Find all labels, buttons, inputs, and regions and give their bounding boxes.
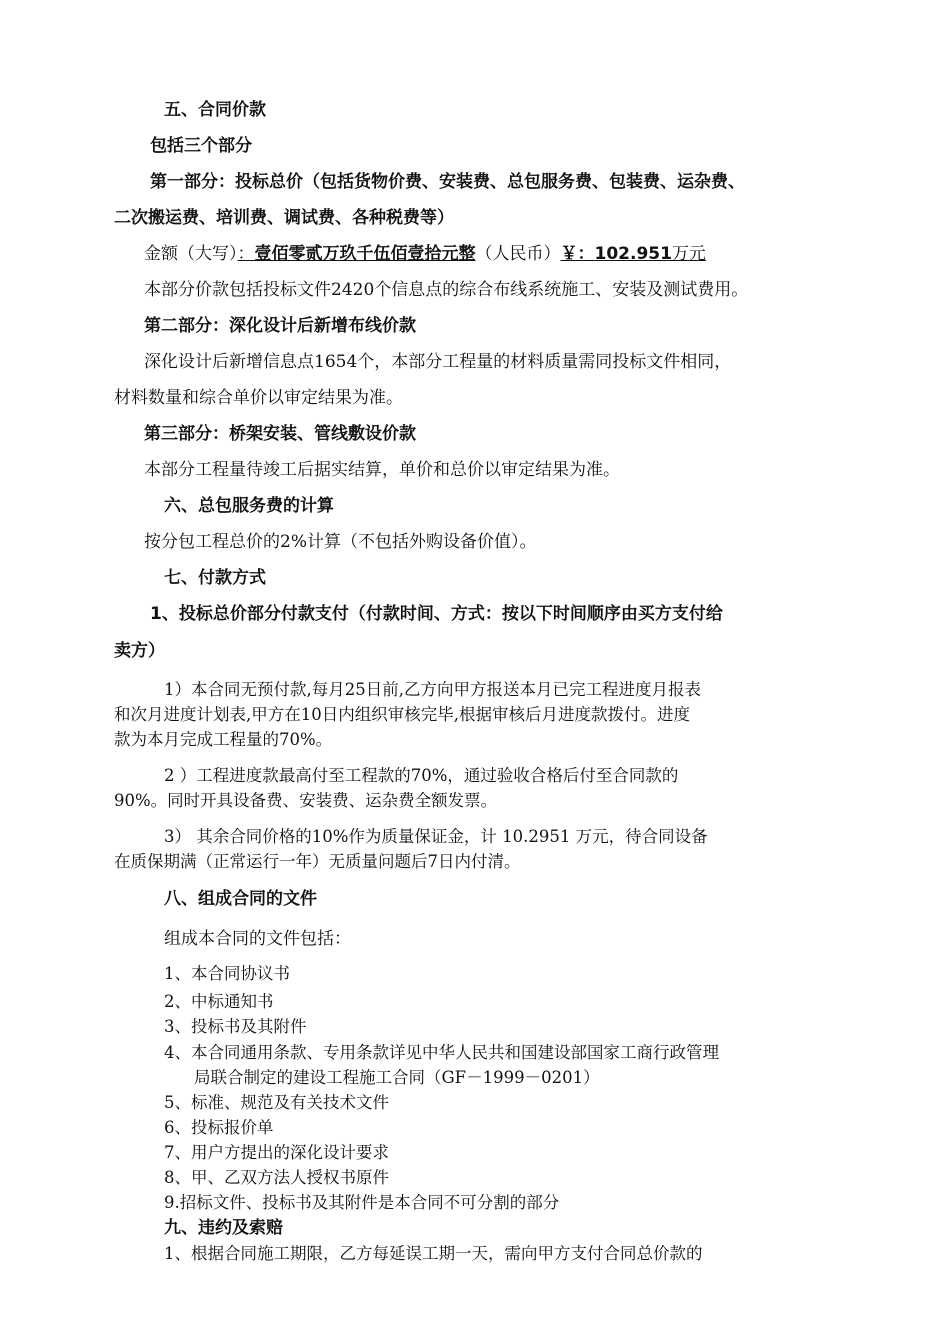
section-title: 五、合同价款 xyxy=(164,100,266,120)
payment-term: 1）本合同无预付款,每月25日前,乙方向甲方报送本月已完工程进度月报表 xyxy=(164,680,701,699)
section-title: 八、组成合同的文件 xyxy=(164,889,317,909)
part-heading-cont: 二次搬运费、培训费、调试费、各种税费等） xyxy=(114,208,454,228)
payment-term-cont: 和次月进度计划表,甲方在10日内组织审核完毕,根据审核后月进度款拨付。进度 xyxy=(114,705,690,724)
list-item: 9.招标文件、投标书及其附件是本合同不可分割的部分 xyxy=(164,1193,560,1212)
part-heading: 第一部分：投标总价（包括货物价费、安装费、总包服务费、包装费、运杂费、 xyxy=(150,172,745,192)
subsection-heading: 1、投标总价部分付款支付（付款时间、方式：按以下时间顺序由买方支付给 xyxy=(150,604,723,624)
paragraph: 本部分价款包括投标文件2420个信息点的综合布线系统施工、安装及测试费用。 xyxy=(144,280,749,300)
paragraph: 组成本合同的文件包括： xyxy=(164,929,351,949)
amount-unit: 万元 xyxy=(671,244,706,264)
part-heading: 第三部分：桥架安装、管线敷设价款 xyxy=(144,424,416,444)
amount-upper: 壹佰零贰万玖千伍佰壹拾元整 xyxy=(254,244,476,264)
payment-term: 3） 其余合同价格的10%作为质量保证金，计 10.2951 万元，待合同设备 xyxy=(164,827,708,846)
amount-line xyxy=(144,243,950,265)
amount-label: 金额（大写） xyxy=(144,244,238,264)
list-item: 4、本合同通用条款、专用条款详见中华人民共和国建设部国家工商行政管理 xyxy=(164,1043,719,1062)
list-item: 5、标准、规范及有关技术文件 xyxy=(164,1093,389,1112)
list-item: 2、中标通知书 xyxy=(164,992,274,1011)
section-title: 六、总包服务费的计算 xyxy=(164,496,334,516)
list-item: 6、投标报价单 xyxy=(164,1118,274,1137)
paragraph: 1、根据合同施工期限，乙方每延误工期一天，需向甲方支付合同总价款的 xyxy=(164,1244,703,1263)
payment-term-cont: 款为本月完成工程量的70%。 xyxy=(114,730,333,749)
section-title: 七、付款方式 xyxy=(164,568,266,588)
subsection-heading-cont: 卖方） xyxy=(114,641,165,661)
list-item-cont: 局联合制定的建设工程施工合同（GF－1999－0201） xyxy=(194,1068,600,1087)
section-intro: 包括三个部分 xyxy=(150,136,252,156)
paragraph-cont: 材料数量和综合单价以审定结果为准。 xyxy=(114,388,403,408)
paragraph: 深化设计后新增信息点1654个，本部分工程量的材料质量需同投标文件相同， xyxy=(144,352,732,372)
payment-term: 2 ）工程进度款最高付至工程款的70%，通过验收合格后付至合同款的 xyxy=(164,766,679,785)
section-title: 九、违约及索赔 xyxy=(164,1218,283,1238)
amount-currency: （人民币） xyxy=(475,244,561,264)
list-item: 1、本合同协议书 xyxy=(164,964,290,983)
amount-yen: ￥：102.951 xyxy=(560,244,672,264)
amount-colon: ： xyxy=(237,244,255,264)
paragraph: 本部分工程量待竣工后据实结算，单价和总价以审定结果为准。 xyxy=(144,460,620,480)
list-item: 7、用户方提出的深化设计要求 xyxy=(164,1143,389,1162)
list-item: 3、投标书及其附件 xyxy=(164,1017,307,1036)
part-heading: 第二部分：深化设计后新增布线价款 xyxy=(144,316,416,336)
payment-term-cont: 90%。同时开具设备费、安装费、运杂费全额发票。 xyxy=(114,791,498,810)
paragraph: 按分包工程总价的2%计算（不包括外购设备价值）。 xyxy=(144,532,537,552)
payment-term-cont: 在质保期满（正常运行一年）无质量问题后7日内付清。 xyxy=(114,852,521,871)
list-item: 8、甲、乙双方法人授权书原件 xyxy=(164,1168,389,1187)
